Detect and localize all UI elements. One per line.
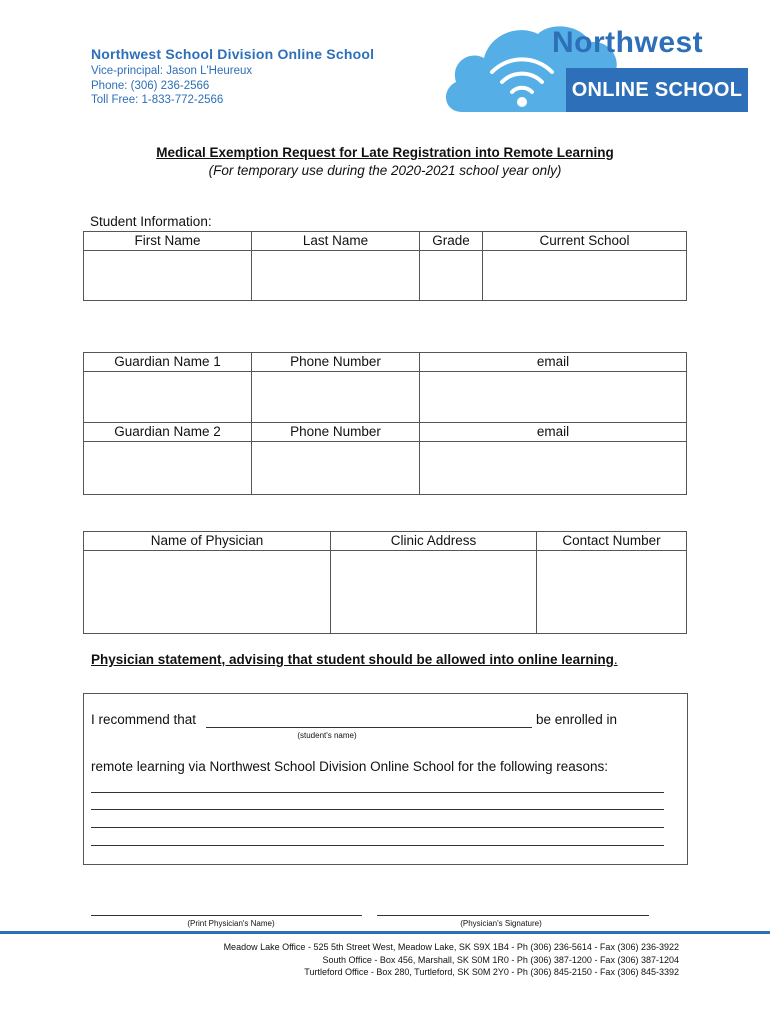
guardian-1-phone-header: Phone Number [252,353,420,372]
vice-principal: Vice-principal: Jason L'Heureux [91,65,253,77]
reason-line-2[interactable] [91,809,664,810]
physician-info-table [83,531,687,634]
footer-divider [0,931,770,934]
grade-header: Grade [420,232,483,251]
physician-statement-heading [91,652,618,667]
guardian-2-name-field[interactable] [84,442,252,495]
physician-print-name-line[interactable] [91,915,362,916]
reason-line-3[interactable] [91,827,664,828]
statement-heading-period: . [613,652,618,667]
toll-free-number: Toll Free: 1-833-772-2566 [91,94,224,106]
signature-caption: (Physician's Signature) [460,919,542,928]
clinic-address-header: Clinic Address [331,532,537,551]
guardian-info-table [83,352,687,495]
logo-subtitle: ONLINE SCHOOL [571,79,743,101]
contact-number-header: Contact Number [537,532,687,551]
physician-name-header: Name of Physician [84,532,331,551]
guardian-1-name-header: Guardian Name 1 [84,353,252,372]
guardian-2-email-header: email [420,423,687,442]
guardian-2-name-header: Guardian Name 2 [84,423,252,442]
logo-wordmark: Northwest [552,26,704,59]
guardian-1-phone-field[interactable] [252,372,420,423]
current-school-header: Current School [483,232,687,251]
phone-number: Phone: (306) 236-2566 [91,80,210,92]
student-name-line[interactable] [206,727,532,728]
document-subtitle: (For temporary use during the 2020-2021 school year only) [208,163,562,178]
contact-number-field[interactable] [537,551,687,634]
guardian-1-email-header: email [420,353,687,372]
print-name-caption: (Print Physician's Name) [187,919,275,928]
grade-field[interactable] [420,251,483,301]
last-name-field[interactable] [252,251,420,301]
school-name: Northwest School Division Online School [91,46,375,62]
student-info-table [83,231,687,301]
current-school-field[interactable] [483,251,687,301]
recommend-prefix: I recommend that [91,712,197,727]
footer-meadow-lake-office: Meadow Lake Office - 525 5th Street West, Meadow Lake, SK S9X 1B4 - Ph (306) 236-5614 - Fax (306) 236-3922 [223,942,679,952]
footer-south-office: South Office - Box 456, Marshall, SK S0M 1R0 - Ph (306) 387-1200 - Fax (306) 387-1204 [322,955,679,965]
student-info-label: Student Information: [90,214,212,229]
physician-signature-line[interactable] [377,915,649,916]
student-name-caption: (student's name) [297,731,357,740]
first-name-field[interactable] [84,251,252,301]
reason-line-1[interactable] [91,792,664,793]
guardian-2-phone-header: Phone Number [252,423,420,442]
guardian-1-name-field[interactable] [84,372,252,423]
document-title: Medical Exemption Request for Late Registration into Remote Learning [156,145,614,160]
physician-name-field[interactable] [84,551,331,634]
guardian-2-phone-field[interactable] [252,442,420,495]
first-name-header: First Name [84,232,252,251]
reasons-intro: remote learning via Northwest School Division Online School for the following reasons: [91,759,609,774]
reason-line-4[interactable] [91,845,664,846]
clinic-address-field[interactable] [331,551,537,634]
recommend-suffix: be enrolled in [536,712,618,727]
guardian-1-email-field[interactable] [420,372,687,423]
footer-turtleford-office: Turtleford Office - Box 280, Turtleford, SK S0M 2Y0 - Ph (306) 845-2150 - Fax (306) 845-3392 [304,967,679,977]
last-name-header: Last Name [252,232,420,251]
guardian-2-email-field[interactable] [420,442,687,495]
statement-heading-text: Physician statement, advising that student should be allowed into online learning [91,652,614,667]
